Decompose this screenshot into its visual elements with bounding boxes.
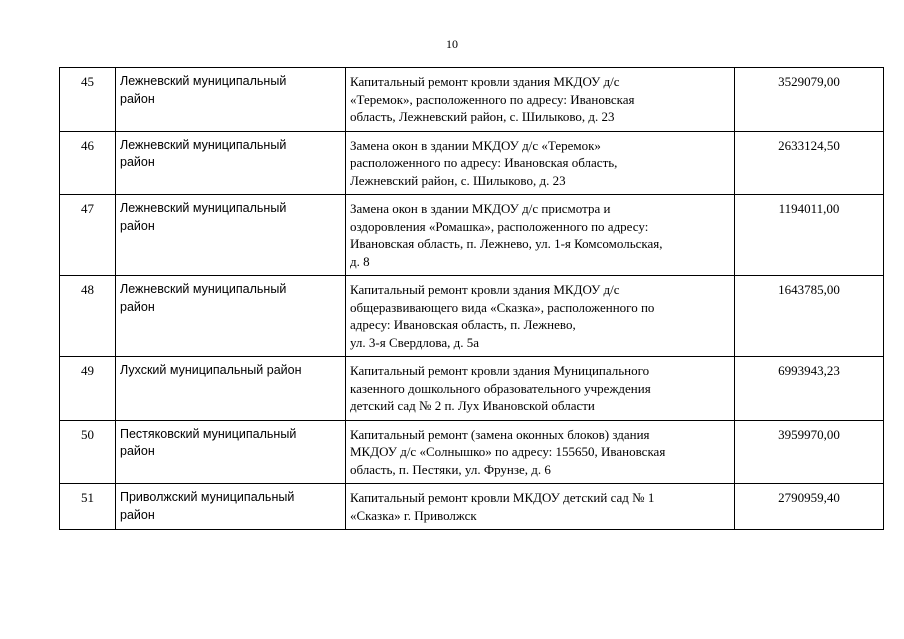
- description-line: д. 8: [350, 253, 370, 269]
- allocation-table: [59, 67, 884, 530]
- row-number-cell: 46: [60, 131, 116, 195]
- district-line: Приволжский муниципальный: [120, 490, 295, 504]
- description-line: детский сад № 2 п. Лух Ивановской области: [350, 398, 595, 413]
- district-line: Лежневский муниципальный: [120, 201, 287, 215]
- description-line: «Теремок», расположенного по адресу: Ивановская: [350, 91, 635, 107]
- amount-cell: 3959970,00: [735, 420, 884, 484]
- description-line: Капитальный ремонт кровли МКДОУ детский сад № 1: [350, 490, 655, 505]
- row-number-cell: 45: [60, 68, 116, 132]
- description-line: Капитальный ремонт кровли здания МКДОУ д/с: [350, 282, 620, 297]
- description-cell: [346, 420, 735, 484]
- description-cell: [346, 276, 735, 357]
- description-line: Капитальный ремонт кровли здания Муниципального: [350, 363, 650, 378]
- amount-cell: 3529079,00: [735, 68, 884, 132]
- district-line: район: [120, 91, 155, 106]
- amount-cell: 2790959,40: [735, 484, 884, 530]
- district-line: Лежневский муниципальный: [120, 74, 287, 88]
- district-line: район: [120, 218, 155, 233]
- district-cell: [116, 484, 346, 530]
- description-line: Замена окон в здании МКДОУ д/с присмотра и: [350, 201, 611, 216]
- description-line: общеразвивающего вида «Сказка», расположенного по: [350, 299, 655, 315]
- table-row: [60, 131, 884, 195]
- table-row: [60, 68, 884, 132]
- district-line: Лухский муниципальный район: [120, 363, 302, 377]
- table-row: [60, 357, 884, 421]
- table-row: [60, 420, 884, 484]
- description-cell: [346, 484, 735, 530]
- district-line: Пестяковский муниципальный: [120, 426, 297, 441]
- district-line: Лежневский муниципальный: [120, 282, 287, 296]
- amount-cell: 6993943,23: [735, 357, 884, 421]
- district-line: район: [120, 507, 155, 522]
- district-cell: [116, 276, 346, 357]
- district-line: Лежневский муниципальный: [120, 137, 287, 152]
- description-line: казенного дошкольного образовательного учреждения: [350, 380, 651, 396]
- description-line: оздоровления «Ромашка», расположенного по адресу:: [350, 218, 649, 234]
- table-body: [60, 68, 884, 530]
- description-cell: [346, 195, 735, 276]
- description-line: ул. 3-я Свердлова, д. 5а: [350, 334, 480, 350]
- row-number-cell: 49: [60, 357, 116, 421]
- district-cell: [116, 195, 346, 276]
- amount-cell: 2633124,50: [735, 131, 884, 195]
- description-line: Ивановская область, п. Лежнево, ул. 1-я Комсомольская,: [350, 236, 663, 251]
- description-cell: [346, 357, 735, 421]
- description-line: МКДОУ д/с «Солнышко» по адресу: 155650, Ивановская: [350, 444, 666, 459]
- description-line: область, Лежневский район, с. Шилыково, д. 23: [350, 109, 615, 124]
- description-cell: [346, 131, 735, 195]
- district-line: район: [120, 155, 155, 169]
- district-cell: [116, 131, 346, 195]
- row-number-cell: 47: [60, 195, 116, 276]
- page-number: 10: [446, 37, 458, 51]
- description-line: «Сказка» г. Приволжск: [350, 507, 477, 523]
- description-line: область, п. Пестяки, ул. Фрунзе, д. 6: [350, 461, 551, 477]
- description-line: адресу: Ивановская область, п. Лежнево,: [350, 317, 576, 332]
- amount-cell: 1194011,00: [735, 195, 884, 276]
- table-row: [60, 484, 884, 530]
- description-line: Замена окон в здании МКДОУ д/с «Теремок»: [350, 137, 601, 153]
- description-line: Капитальный ремонт (замена оконных блоков) здания: [350, 426, 650, 442]
- district-line: район: [120, 299, 155, 314]
- table-row: [60, 276, 884, 357]
- amount-cell: 1643785,00: [735, 276, 884, 357]
- description-line: расположенного по адресу: Ивановская область,: [350, 155, 618, 170]
- district-cell: [116, 357, 346, 421]
- table-row: [60, 195, 884, 276]
- district-cell: [116, 420, 346, 484]
- district-cell: [116, 68, 346, 132]
- description-cell: [346, 68, 735, 132]
- description-line: Капитальный ремонт кровли здания МКДОУ д/с: [350, 74, 620, 89]
- district-line: район: [120, 444, 155, 458]
- row-number-cell: 48: [60, 276, 116, 357]
- description-line: Лежневский район, с. Шилыково, д. 23: [350, 172, 566, 188]
- row-number-cell: 50: [60, 420, 116, 484]
- row-number-cell: 51: [60, 484, 116, 530]
